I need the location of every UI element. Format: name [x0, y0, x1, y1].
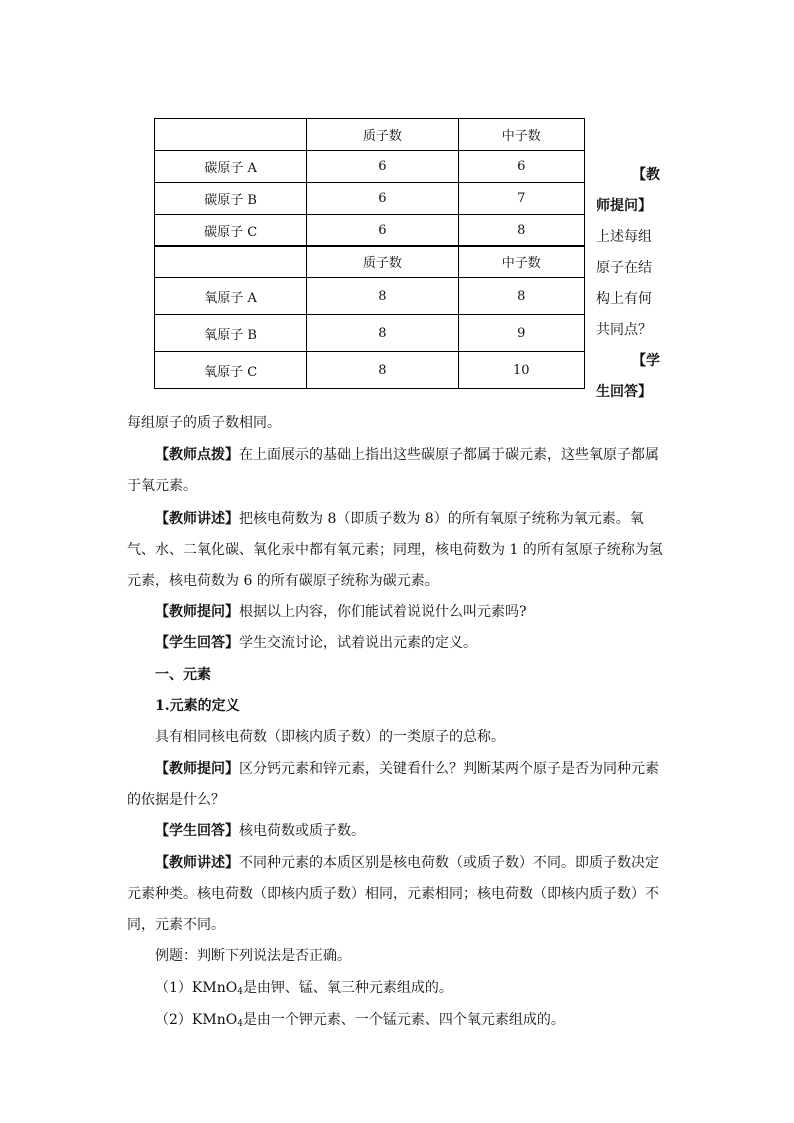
paragraph-tag: 【教师讲述】	[155, 511, 239, 527]
paragraph: 具有相同核电荷数（即核内质子数）的一类原子的总称。	[155, 729, 505, 745]
table-cell: 6	[307, 183, 458, 215]
subscript: 4	[237, 987, 243, 997]
table-header-row	[155, 246, 585, 278]
table-header-cell: 中子数	[458, 246, 584, 278]
table-cell: 碳原子 C	[155, 215, 307, 247]
paragraph-text: 区分钙元素和锌元素，关键看什么？判断某两个原子是否为同种元素	[239, 761, 659, 777]
paragraph	[127, 1005, 667, 1040]
table-row	[155, 278, 585, 315]
table-header-cell	[155, 119, 307, 151]
paragraph: 元素种类。核电荷数（即核内质子数）相同，元素相同；核电荷数（即核内质子数）不	[127, 886, 659, 902]
table-row	[155, 352, 585, 389]
table-header-cell: 质子数	[307, 246, 458, 278]
paragraph-tag: 【学生回答】	[155, 823, 239, 839]
table-cell: 碳原子 A	[155, 151, 307, 183]
table-cell: 8	[307, 352, 458, 389]
side-line: 生回答】	[596, 384, 652, 400]
table-row	[155, 215, 585, 247]
paragraph	[127, 597, 667, 628]
paragraph-text: 不同种元素的本质区别是核电荷数（或质子数）不同。即质子数决定	[239, 855, 659, 871]
table-row	[155, 183, 585, 215]
subscript: 4	[237, 1019, 243, 1029]
table-header-cell: 中子数	[458, 119, 584, 151]
table-cell: 碳原子 B	[155, 183, 307, 215]
paragraph: 气、水、二氧化碳、氧化汞中都有氧元素；同理，核电荷数为 1 的所有氢原子统称为氢	[127, 542, 663, 558]
formula-prefix: （1）KMnO	[155, 980, 238, 996]
table-header-row	[155, 119, 585, 151]
paragraph: 同，元素不同。	[127, 917, 225, 933]
paragraph: 元素，核电荷数为 6 的所有碳原子统称为碳元素。	[127, 573, 439, 589]
paragraph-tag: 【教师讲述】	[155, 855, 239, 871]
paragraph	[127, 440, 667, 471]
table-row	[155, 315, 585, 352]
table-cell: 6	[307, 215, 458, 247]
subsection-heading: 1.元素的定义	[155, 698, 240, 714]
table-header-cell	[155, 246, 307, 278]
side-line: 构上有何	[596, 291, 652, 307]
paragraph-tag: 【教师提问】	[155, 604, 239, 620]
paragraph-tag: 【教师点拨】	[155, 447, 239, 463]
table-cell: 8	[307, 315, 458, 352]
paragraph-text: 根据以上内容，你们能试着说说什么叫元素吗?	[239, 604, 527, 620]
paragraph	[127, 848, 667, 879]
paragraph-text: 核电荷数或质子数。	[239, 823, 365, 839]
table-cell: 7	[458, 183, 584, 215]
paragraph: 每组原子的质子数相同。	[127, 415, 281, 431]
paragraph-text: 是由一个钾元素、一个锰元素、四个氧元素组成的。	[242, 1012, 565, 1028]
table-cell: 氧原子 C	[155, 352, 307, 389]
table-cell: 10	[458, 352, 584, 389]
paragraph: 的依据是什么？	[127, 792, 225, 808]
paragraph	[127, 973, 667, 1008]
table-cell: 6	[307, 151, 458, 183]
table-cell: 8	[458, 215, 584, 247]
paragraph-text: 在上面展示的基础上指出这些碳原子都属于碳元素，这些氧原子都属	[239, 447, 659, 463]
carbon-atoms-table	[154, 118, 585, 247]
paragraph	[127, 816, 667, 847]
paragraph: 例题：判断下列说法是否正确。	[155, 948, 351, 964]
paragraph	[127, 754, 667, 785]
table-header-cell: 质子数	[307, 119, 458, 151]
side-line: 原子在结	[596, 260, 652, 276]
side-line: 师提问】	[596, 198, 652, 214]
paragraph: 于氧元素。	[127, 478, 197, 494]
table-cell: 氧原子 A	[155, 278, 307, 315]
section-heading: 一、元素	[155, 667, 211, 683]
table-cell: 8	[458, 278, 584, 315]
formula-prefix: （2）KMnO	[155, 1012, 238, 1028]
table-cell: 6	[458, 151, 584, 183]
side-question-text	[596, 160, 660, 408]
paragraph-text: 把核电荷数为 8（即质子数为 8）的所有氧原子统称为氧元素。氧	[239, 511, 644, 527]
side-line: 【学	[632, 353, 660, 369]
paragraph	[127, 504, 667, 535]
side-line: 上述每组	[596, 229, 652, 245]
paragraph-text: 学生交流讨论，试着说出元素的定义。	[239, 635, 477, 651]
paragraph-tag: 【教师提问】	[155, 761, 239, 777]
table-cell: 9	[458, 315, 584, 352]
paragraph-tag: 【学生回答】	[155, 635, 239, 651]
side-line: 共同点？	[596, 322, 652, 338]
side-line: 【教	[632, 167, 660, 183]
table-cell: 8	[307, 278, 458, 315]
table-row	[155, 151, 585, 183]
table-cell: 氧原子 B	[155, 315, 307, 352]
paragraph	[127, 628, 667, 659]
oxygen-atoms-table	[154, 245, 585, 389]
paragraph-text: 是由钾、锰、氧三种元素组成的。	[242, 980, 453, 996]
